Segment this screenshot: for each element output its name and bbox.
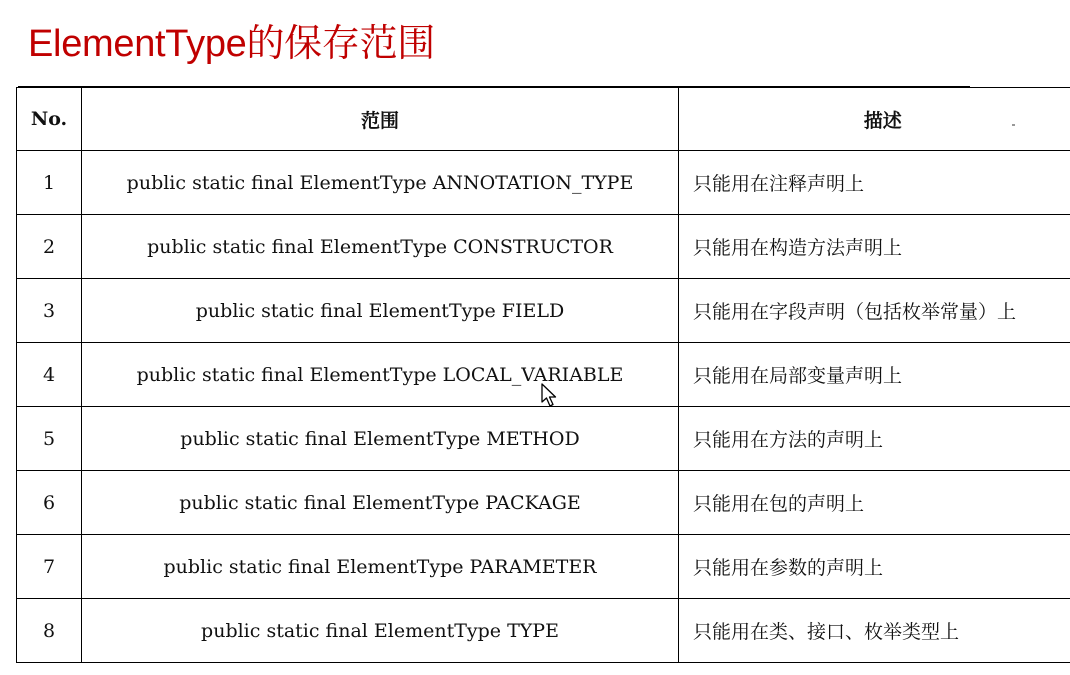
row-desc: 只能用在参数的声明上 bbox=[679, 535, 1070, 599]
row-no: 8 bbox=[17, 599, 82, 663]
row-no: 3 bbox=[17, 279, 82, 343]
table-row bbox=[17, 151, 1070, 215]
row-no: 4 bbox=[17, 343, 82, 407]
header-scope: 范围 bbox=[82, 88, 679, 151]
row-no: 1 bbox=[17, 151, 82, 215]
table-row bbox=[17, 471, 1070, 535]
row-desc: 只能用在类、接口、枚举类型上 bbox=[679, 599, 1070, 663]
row-no: 5 bbox=[17, 407, 82, 471]
slide-title: ElementType的保存范围 bbox=[28, 23, 435, 65]
row-scope: public static final ElementType LOCAL_VARIABLE bbox=[82, 343, 679, 407]
table-row bbox=[17, 215, 1070, 279]
row-no: 2 bbox=[17, 215, 82, 279]
row-no: 7 bbox=[17, 535, 82, 599]
row-desc: 只能用在注释声明上 bbox=[679, 151, 1070, 215]
element-type-table bbox=[16, 87, 1070, 663]
table-row bbox=[17, 279, 1070, 343]
row-scope: public static final ElementType FIELD bbox=[82, 279, 679, 343]
header-no: No. bbox=[17, 88, 82, 151]
row-desc: 只能用在方法的声明上 bbox=[679, 407, 1070, 471]
header-desc: 描述 bbox=[679, 88, 1070, 151]
row-scope: public static final ElementType PARAMETER bbox=[82, 535, 679, 599]
row-scope: public static final ElementType METHOD bbox=[82, 407, 679, 471]
row-scope: public static final ElementType PACKAGE bbox=[82, 471, 679, 535]
mouse-pointer-icon bbox=[541, 383, 559, 409]
table-row bbox=[17, 535, 1070, 599]
table-row bbox=[17, 599, 1070, 663]
row-no: 6 bbox=[17, 471, 82, 535]
row-desc: 只能用在构造方法声明上 bbox=[679, 215, 1070, 279]
row-desc: 只能用在局部变量声明上 bbox=[679, 343, 1070, 407]
row-desc: 只能用在包的声明上 bbox=[679, 471, 1070, 535]
row-scope: public static final ElementType ANNOTATION_TYPE bbox=[82, 151, 679, 215]
row-desc: 只能用在字段声明（包括枚举常量）上 bbox=[679, 279, 1070, 343]
table-row bbox=[17, 407, 1070, 471]
table-header-row bbox=[17, 88, 1070, 151]
row-scope: public static final ElementType CONSTRUCTOR bbox=[82, 215, 679, 279]
row-scope: public static final ElementType TYPE bbox=[82, 599, 679, 663]
